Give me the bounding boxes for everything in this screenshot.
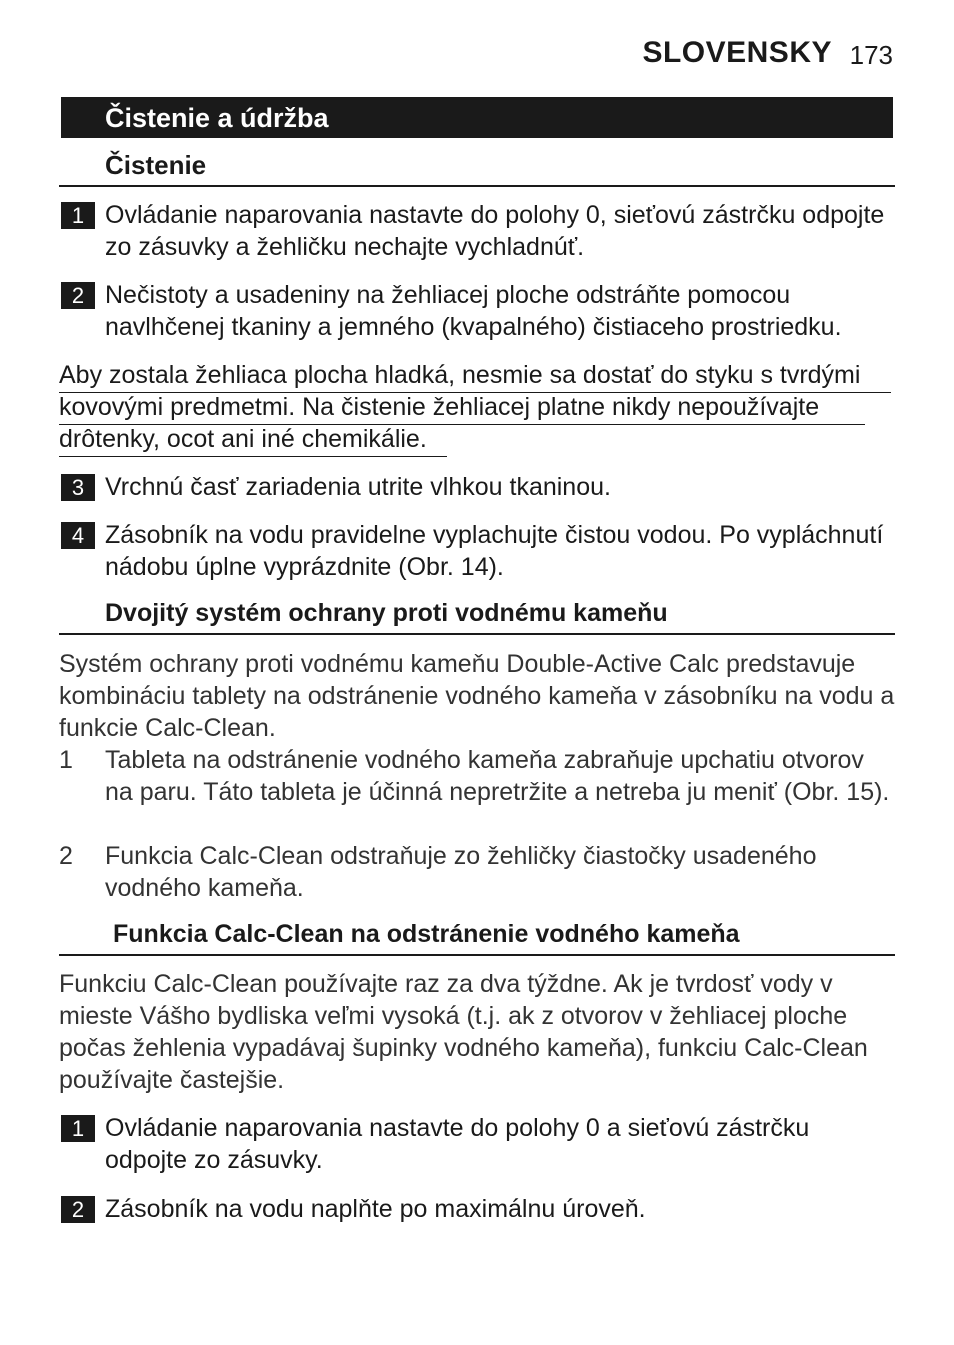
warning-line: drôtenky, ocot ani iné chemikálie. — [59, 425, 427, 453]
step-text: Nečistoty a usadeniny na žehliacej ploche odstráňte pomocou navlhčenej tkaniny a jemného (kvapalného) čistiaceho prostriedku. — [105, 281, 842, 341]
page-number: 173 — [849, 40, 893, 70]
double-system-heading: Dvojitý systém ochrany proti vodnému kameňu — [105, 599, 668, 627]
step-text: Vrchnú časť zariadenia utrite vlhkou tkaninou. — [105, 473, 611, 501]
warning-underline — [59, 456, 447, 457]
warning-line: kovovými predmetmi. Na čistenie žehliacej platne nikdy nepoužívajte — [59, 393, 820, 421]
step-text: Ovládanie naparovania nastavte do polohy 0, sieťovú zástrčku odpojte zo zásuvky a žehličku nechajte vychladnúť. — [105, 201, 885, 261]
calc-clean-heading: Funkcia Calc-Clean na odstránenie vodného kameňa — [113, 920, 740, 948]
step-text: Zásobník na vodu naplňte po maximálnu úroveň. — [105, 1195, 646, 1223]
cleaning-heading: Čistenie — [105, 150, 207, 180]
step-text: Ovládanie naparovania nastavte do polohy 0 a sieťovú zástrčku odpojte zo zásuvky. — [105, 1114, 810, 1174]
list-item-number: 1 — [59, 746, 73, 774]
step-number-badge: 2 — [61, 1196, 95, 1223]
step-number-badge: 3 — [61, 474, 95, 501]
list-item-text: Tableta na odstránenie vodného kameňa zabraňuje upchatiu otvorov na paru. Táto tableta je účinná nepretržite a netreba ju meniť (Obr. 15). — [105, 746, 890, 806]
step-number-badge: 1 — [61, 202, 95, 229]
double-system-intro: Systém ochrany proti vodnému kameňu Double-Active Calc predstavuje kombináciu tablety na odstránenie vodného kameňa v zásobníku na vodu a funkcie Calc-Clean. — [59, 650, 895, 742]
calc-clean-heading-rule — [59, 954, 895, 956]
step-number-badge: 4 — [61, 522, 95, 549]
section-title: Čistenie a údržba — [105, 103, 329, 133]
list-item-text: Funkcia Calc-Clean odstraňuje zo žehličky čiastočky usadeného vodného kameňa. — [105, 842, 817, 902]
language-label: SLOVENSKY — [642, 36, 832, 69]
step-text: Zásobník na vodu pravidelne vyplachujte čistou vodou. Po vypláchnutí nádobu úplne vyprázdnite (Obr. 14). — [105, 521, 884, 581]
calc-clean-intro: Funkciu Calc-Clean používajte raz za dva týždne. Ak je tvrdosť vody v mieste Vášho bydliska veľmi vysoká (t.j. ak z otvorov v žehliacej ploche počas žehlenia vypadávaj šupinky vodného kameňa), funkciu Calc-Clean používajte častejšie. — [59, 970, 868, 1094]
cleaning-heading-rule — [59, 185, 895, 187]
step-number-badge: 2 — [61, 282, 95, 309]
list-item-number: 2 — [59, 842, 73, 870]
warning-line: Aby zostala žehliaca plocha hladká, nesmie sa dostať do styku s tvrdými — [59, 361, 861, 389]
step-number-badge: 1 — [61, 1115, 95, 1142]
double-system-heading-rule — [59, 633, 895, 635]
